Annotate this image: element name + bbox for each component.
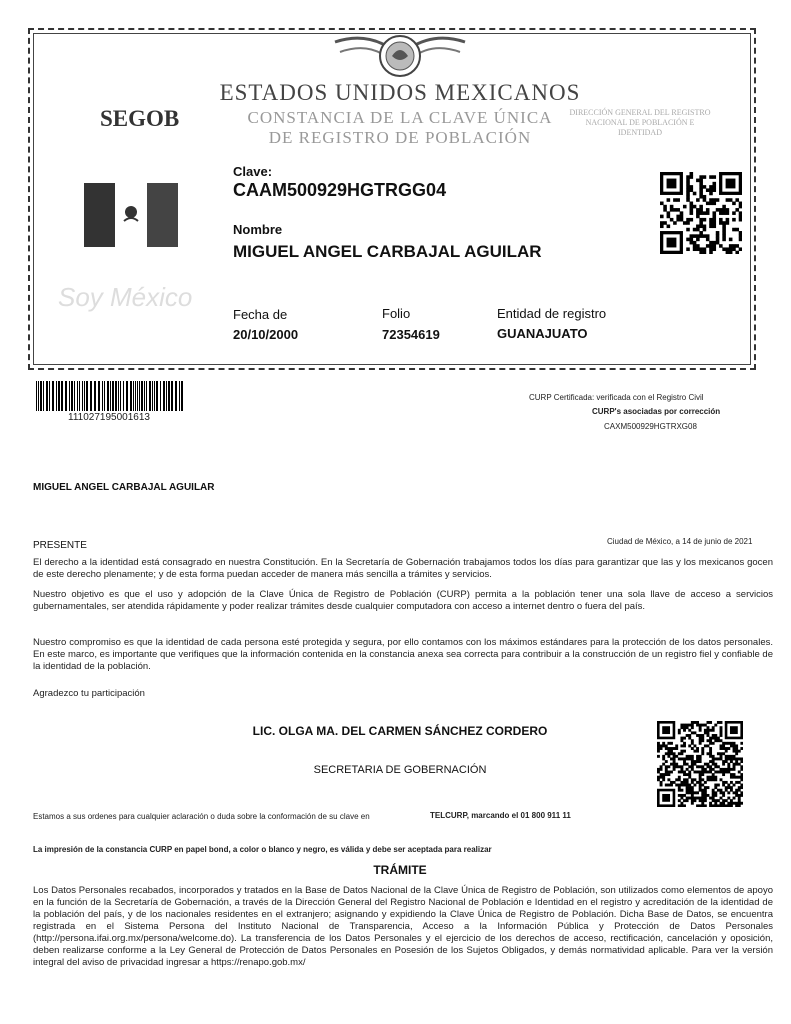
national-seal-icon [330, 30, 470, 80]
mexico-flag [84, 183, 178, 247]
curp-certificada-text: CURP Certificada: verificada con el Registro Civil [529, 393, 704, 402]
curp-asociada-value: CAXM500929HGTRXG08 [604, 422, 697, 431]
letter-recipient: MIGUEL ANGEL CARBAJAL AGUILAR [33, 482, 215, 493]
qr-code-icon [660, 172, 742, 254]
print-note: La impresión de la constancia CURP en papel bond, a color o blanco y negro, es válida y debe ser aceptada para realizar [33, 845, 492, 854]
letter-date: Ciudad de México, a 14 de junio de 2021 [607, 537, 753, 546]
barcode-number: 111027195001613 [68, 412, 150, 423]
signer-name: LIC. OLGA MA. DEL CARMEN SÁNCHEZ CORDERO [252, 724, 548, 738]
clave-value: CAAM500929HGTRGG04 [233, 180, 447, 200]
privacy-notice: Los Datos Personales recabados, incorporados y tratados en la Base de Datos Nacional de la Clave Única de Registro de Población, son utilizados como elementos de apoyo en la función de la Secretaría de Gobernación, a través de la Dirección General del Registro Nacional de Población e Identidad en el registro y acreditación de la identidad de la población del país, y de los nacionales residentes en el extranjero; asignando y expidiendo la Clave Única de Registro de Población. Dicha Base de Datos, se encuentra registrada en el Sistema Persona del Instituto Nacional de Transparencia, Acceso a la Información Pública y Protección de Datos Personales (http://persona.ifai.org.mx/persona/welcome.do). La transferencia de los Datos Personales y el ejercicio de los derechos de acceso, rectificación, cancelación y oposición, deben realizarse conforme a la Ley General de Protección de Datos Personales en Posesión de los Sujetos Obligados, y demás normatividad aplicable. Para ver la versión integral del aviso de privacidad ingresar a https://renapo.gob.mx/ [33, 885, 773, 968]
document-title-line1: CONSTANCIA DE LA CLAVE ÚNICA [247, 108, 553, 127]
curp-asociadas-label: CURP's asociadas por corrección [592, 407, 721, 416]
presente-text: PRESENTE [33, 540, 87, 551]
letter-paragraph-2: Nuestro objetivo es que el uso y adopción de la Clave Única de Registro de Población (CURP) permita a la población tener una sola llave de acceso a servicios gubernamentales, ser atendida rápidamente y poder realizar trámites desde cualquier computadora con acceso a internet dentro o fuera del país. [33, 589, 773, 612]
document-title-line2: DE REGISTRO DE POBLACIÓN [268, 128, 532, 147]
letter-thanks: Agradezco tu participación [33, 688, 145, 699]
entidad-label: Entidad de registro [497, 306, 607, 321]
registry-logo-text: DIRECCIÓN GENERAL DEL REGISTRO NACIONAL DE POBLACIÓN E IDENTIDAD [569, 108, 711, 137]
contact-text: Estamos a sus ordenes para cualquier aclaración o duda sobre la conformación de su clave en [33, 812, 370, 821]
nombre-label: Nombre [233, 222, 283, 237]
nombre-value: MIGUEL ANGEL CARBAJAL AGUILAR [233, 242, 542, 261]
fecha-label: Fecha de [233, 307, 288, 322]
entidad-value: GUANAJUATO [497, 326, 588, 341]
tramite-title: TRÁMITE [373, 863, 427, 877]
barcode-icon [36, 381, 186, 411]
signer-title: SECRETARIA DE GOBERNACIÓN [313, 764, 487, 776]
country-title: ESTADOS UNIDOS MEXICANOS [219, 80, 581, 105]
folio-label: Folio [382, 306, 411, 321]
fecha-value: 20/10/2000 [233, 327, 299, 342]
eagle-emblem-icon [121, 203, 141, 225]
letter-paragraph-1: El derecho a la identidad está consagrado en nuestra Constitución. En la Secretaría de Gobernación trabajamos todos los días para garantizar que las y los mexicanos gocen de este derecho plenamente; y de esta forma puedan acceder de manera más sencilla a trámites y servicios. [33, 557, 773, 580]
contact-phone: TELCURP, marcando el 01 800 911 11 [430, 811, 571, 820]
clave-label: Clave: [233, 164, 273, 179]
segob-logo: SEGOB [100, 106, 180, 131]
letter-paragraph-3: Nuestro compromiso es que la identidad de cada persona esté protegida y segura, por ello contamos con los máximos estándares para la protección de los datos personales. En este marco, es importante que verifiques que la información contenida en la constancia anexa sea correcta para contribuir a la construcción de un registro fiel y confiable de la identidad de la población. [33, 637, 773, 672]
watermark-text: Soy México [58, 282, 193, 312]
folio-value: 72354619 [382, 327, 440, 342]
qr-code-icon [657, 721, 743, 807]
